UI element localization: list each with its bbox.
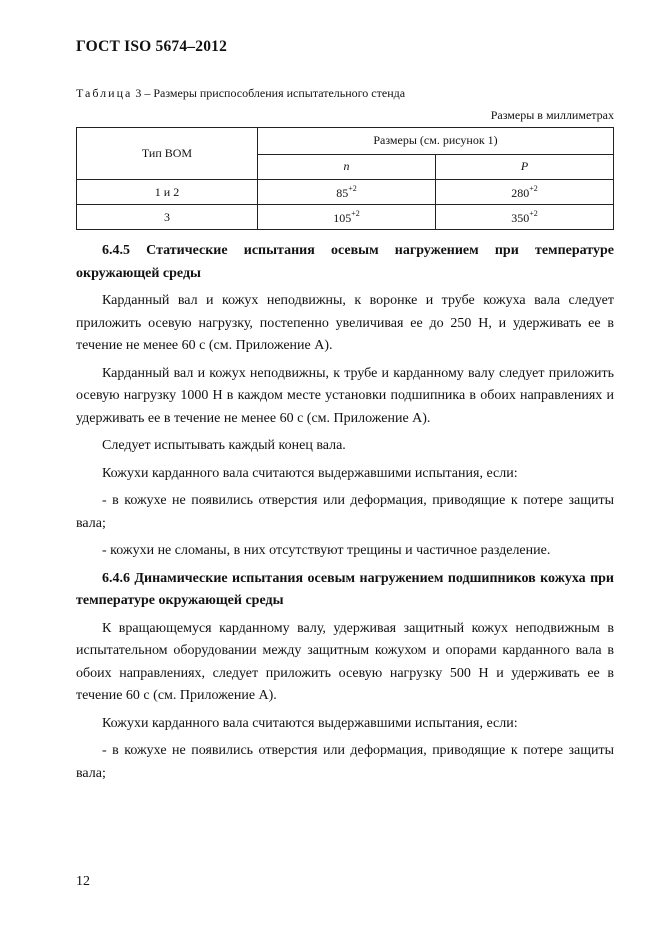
tolerance-mark: +2 xyxy=(529,183,538,193)
cell-type: 3 xyxy=(77,205,258,230)
list-item: - кожухи не сломаны, в них отсутствуют трещины и частичное разделение. xyxy=(102,543,551,558)
cell-type: 1 и 2 xyxy=(77,180,258,205)
table-row xyxy=(77,205,614,230)
tolerance-mark: +2 xyxy=(529,208,538,218)
body-text xyxy=(76,240,614,790)
cell-n xyxy=(258,180,436,205)
column-header-n: n xyxy=(258,154,436,180)
cell-n xyxy=(258,205,436,230)
section-heading-6-4-5: 6.4.5 Статические испытания осевым нагружением при температуре окружающей среды xyxy=(76,243,614,281)
value-p: 280 xyxy=(511,185,530,200)
column-header-sizes: Размеры (см. рисунок 1) xyxy=(258,128,614,155)
paragraph: Следует испытывать каждый конец вала. xyxy=(102,438,346,453)
paragraph: Карданный вал и кожух неподвижны, к трубе и карданному валу следует приложить осевую нагрузку 1000 Н в каждом месте установки подшипника в обоих направлениях и удерживать ее в течение не менее 60 с (см. Приложение А). xyxy=(76,365,614,426)
table-caption-label: Таблица xyxy=(76,86,133,100)
table-caption-text: 3 – Размеры приспособления испытательного стенда xyxy=(135,86,406,100)
column-header-p: P xyxy=(436,154,614,180)
paragraph: Карданный вал и кожух неподвижны, к воронке и трубе кожуха вала следует приложить осевую нагрузку, постепенно увеличивая ее до 250 Н, и удерживать ее в течение не менее 60 с (см. Приложение А). xyxy=(76,293,614,353)
document-code-header: ГОСТ ISO 5674–2012 xyxy=(76,38,228,55)
value-n: 85 xyxy=(336,185,349,200)
section-heading-6-4-6: 6.4.6 Динамические испытания осевым нагружением подшипников кожуха при температуре окружающей среды xyxy=(76,570,614,608)
tolerance-mark: +2 xyxy=(351,208,360,218)
value-n: 105 xyxy=(333,210,352,225)
table-caption xyxy=(76,86,405,101)
paragraph: Кожухи карданного вала считаются выдержавшими испытания, если: xyxy=(102,465,518,481)
list-item: - в кожухе не появились отверстия или деформация, приводящие к потере защиты вала; xyxy=(76,743,614,781)
cell-p xyxy=(436,205,614,230)
units-note: Размеры в миллиметрах xyxy=(490,108,614,122)
list-item: - в кожухе не появились отверстия или деформация, приводящие к потере защиты вала; xyxy=(76,493,614,531)
paragraph: Кожухи карданного вала считаются выдержавшими испытания, если: xyxy=(102,715,518,731)
page-number: 12 xyxy=(76,874,90,889)
column-header-pto-type: Тип ВОМ xyxy=(77,128,258,180)
paragraph: К вращающемуся карданному валу, удерживая защитный кожух неподвижным в испытательном оборудовании между защитным кожухом и опорами карданного вала в обоих направлениях, следует приложить осевую нагрузку 500 Н и удерживать ее в течение 60 с (см. Приложение А). xyxy=(76,620,614,703)
cell-p xyxy=(436,180,614,205)
table-row xyxy=(77,180,614,205)
dimensions-table xyxy=(76,127,614,230)
value-p: 350 xyxy=(511,210,530,225)
tolerance-mark: +2 xyxy=(348,183,357,193)
